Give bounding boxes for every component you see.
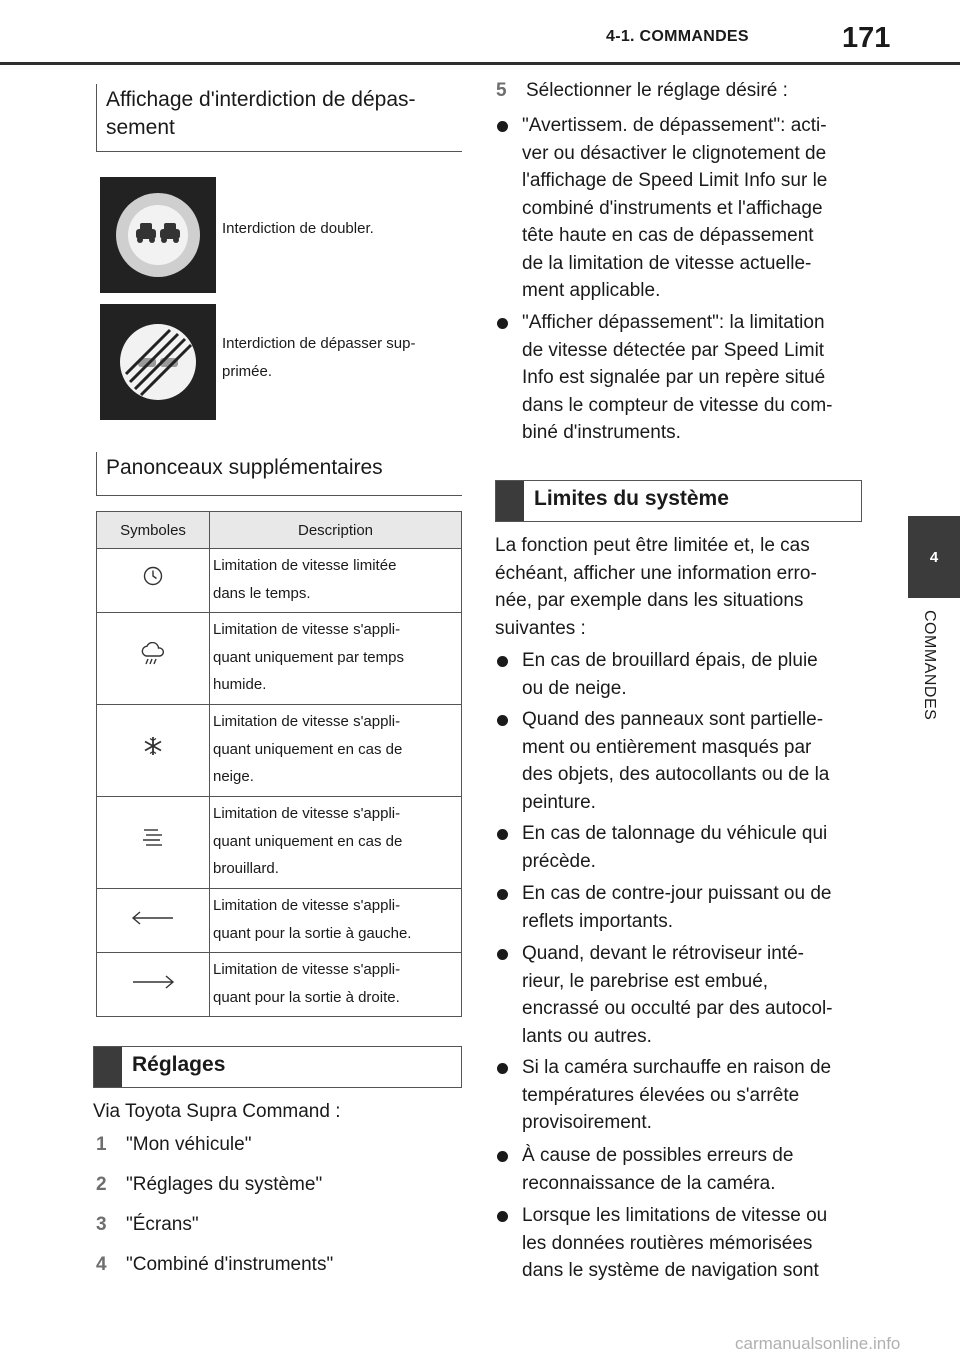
arrow-left-icon <box>131 911 175 925</box>
bullet-icon <box>497 1063 508 1074</box>
symbol-cell <box>97 613 210 705</box>
settings-title: Réglages <box>132 1053 226 1076</box>
limits-intro: La fonction peut être limitée et, le cas échéant, afficher une information erro- née, par exemple dans les situations suivantes : <box>495 535 817 639</box>
symbol-cell <box>97 953 210 1017</box>
overtaking-heading: Affichage d'interdiction de dépas- sement <box>96 84 462 152</box>
option-text: "Afficher dépassement": la limitation de vitesse détectée par Speed Limit Info est signalée par un repère situé dans le compteur de vitesse du com- biné d'instruments. <box>522 312 833 443</box>
limits-heading <box>495 480 862 522</box>
fog-icon <box>140 827 166 849</box>
page-number: 171 <box>842 22 891 54</box>
limit-item <box>496 1202 861 1285</box>
end-no-overtaking-sign <box>100 304 216 420</box>
limit-text: En cas de talonnage du véhicule qui précède. <box>522 823 828 872</box>
bullet-icon <box>497 1211 508 1222</box>
bullet-icon <box>497 949 508 960</box>
step-number: 4 <box>96 1254 107 1275</box>
limit-text: À cause de possibles erreurs de reconnaissance de la caméra. <box>522 1145 794 1194</box>
step-number: 2 <box>96 1174 107 1195</box>
description-cell: Limitation de vitesse s'appli- quant uniquement en cas de neige. <box>210 705 462 797</box>
bullet-icon <box>497 889 508 900</box>
option-item <box>496 309 861 447</box>
step-3 <box>96 1211 199 1239</box>
option-item <box>496 112 861 305</box>
section-title: 4-1. COMMANDES <box>606 28 749 45</box>
step-2 <box>96 1171 322 1199</box>
step-text: "Combiné d'instruments" <box>126 1254 334 1275</box>
description-cell: Limitation de vitesse limitée dans le temps. <box>210 549 462 613</box>
sign-caption-1: Interdiction de doubler. <box>222 220 374 237</box>
limit-text: Si la caméra surchauffe en raison de températures élevées ou s'arrête provisoirement. <box>522 1057 832 1133</box>
step-number: 5 <box>496 80 507 101</box>
heading-bar <box>496 481 524 521</box>
bullet-icon <box>497 121 508 132</box>
settings-intro: Via Toyota Supra Command : <box>93 1101 341 1122</box>
description-cell: Limitation de vitesse s'appli- quant pour la sortie à droite. <box>210 953 462 1017</box>
limit-item <box>496 1054 861 1137</box>
step-1 <box>96 1131 251 1159</box>
no-overtaking-sign <box>100 177 216 293</box>
limit-text: Quand des panneaux sont partielle- ment ou entièrement masqués par des objets, des autocollants ou de la peinture. <box>522 709 830 813</box>
bullet-icon <box>497 715 508 726</box>
step-text: "Mon véhicule" <box>126 1134 252 1155</box>
bullet-icon <box>497 318 508 329</box>
table-row <box>97 953 462 1017</box>
limit-item <box>496 1142 861 1197</box>
limit-item <box>496 647 861 702</box>
watermark: carmanualsonline.info <box>735 1334 901 1353</box>
bullet-icon <box>497 1151 508 1162</box>
header-rule <box>0 62 960 65</box>
limit-item <box>496 880 861 935</box>
limit-text: Quand, devant le rétroviseur inté- rieur, le parebrise est embué, encrassé ou occulté par des autocol- lants ou autres. <box>522 943 833 1047</box>
step-number: 1 <box>96 1134 107 1155</box>
end-no-overtaking-icon <box>100 304 216 420</box>
symbol-cell <box>97 797 210 889</box>
chapter-label: COMMANDES <box>921 610 938 721</box>
table-row <box>97 613 462 705</box>
description-cell: Limitation de vitesse s'appli- quant pour la sortie à gauche. <box>210 889 462 953</box>
limit-text: Lorsque les limitations de vitesse ou les données routières mémorisées dans le système de navigation sont <box>522 1205 828 1281</box>
symbols-table <box>96 511 462 1017</box>
settings-heading <box>93 1046 462 1088</box>
chapter-number: 4 <box>929 548 939 566</box>
limit-text: En cas de brouillard épais, de pluie ou de neige. <box>522 650 818 699</box>
step-text: Sélectionner le réglage désiré : <box>526 80 788 101</box>
no-overtaking-icon <box>100 177 216 293</box>
option-text: "Avertissem. de dépassement": acti- ver ou désactiver le clignotement de l'affichage de Speed Limit Info sur le combiné d'instruments et l'affichage tête haute en cas de dépassement de la limitation de vitesse actuelle- ment applicable. <box>522 115 828 301</box>
description-cell: Limitation de vitesse s'appli- quant uniquement par temps humide. <box>210 613 462 705</box>
step-5 <box>496 77 788 105</box>
limits-title: Limites du système <box>534 487 729 510</box>
clock-icon <box>141 564 165 588</box>
supplementary-heading: Panonceaux supplémentaires <box>96 452 462 496</box>
bullet-icon <box>497 656 508 667</box>
symbol-cell <box>97 705 210 797</box>
snowflake-icon <box>142 735 164 757</box>
symbol-cell <box>97 889 210 953</box>
limit-item <box>496 820 861 875</box>
column-header-symbols: Symboles <box>97 512 210 549</box>
table-row <box>97 889 462 953</box>
step-text: "Écrans" <box>126 1214 199 1235</box>
table-row <box>97 549 462 613</box>
step-number: 3 <box>96 1214 107 1235</box>
symbol-cell <box>97 549 210 613</box>
heading-bar <box>94 1047 122 1087</box>
step-4 <box>96 1251 333 1279</box>
arrow-right-icon <box>131 975 175 989</box>
bullet-icon <box>497 829 508 840</box>
rain-cloud-icon <box>139 642 167 666</box>
limit-text: En cas de contre-jour puissant ou de reflets importants. <box>522 883 832 932</box>
column-header-description: Description <box>210 512 462 549</box>
table-row <box>97 797 462 889</box>
table-row <box>97 705 462 797</box>
step-text: "Réglages du système" <box>126 1174 323 1195</box>
sign-caption-2: Interdiction de dépasser sup- primée. <box>222 335 416 380</box>
limit-item <box>496 940 861 1050</box>
description-cell: Limitation de vitesse s'appli- quant uniquement en cas de brouillard. <box>210 797 462 889</box>
chapter-tab[interactable] <box>908 516 960 598</box>
table-header-row <box>97 512 462 549</box>
limit-item <box>496 706 861 816</box>
